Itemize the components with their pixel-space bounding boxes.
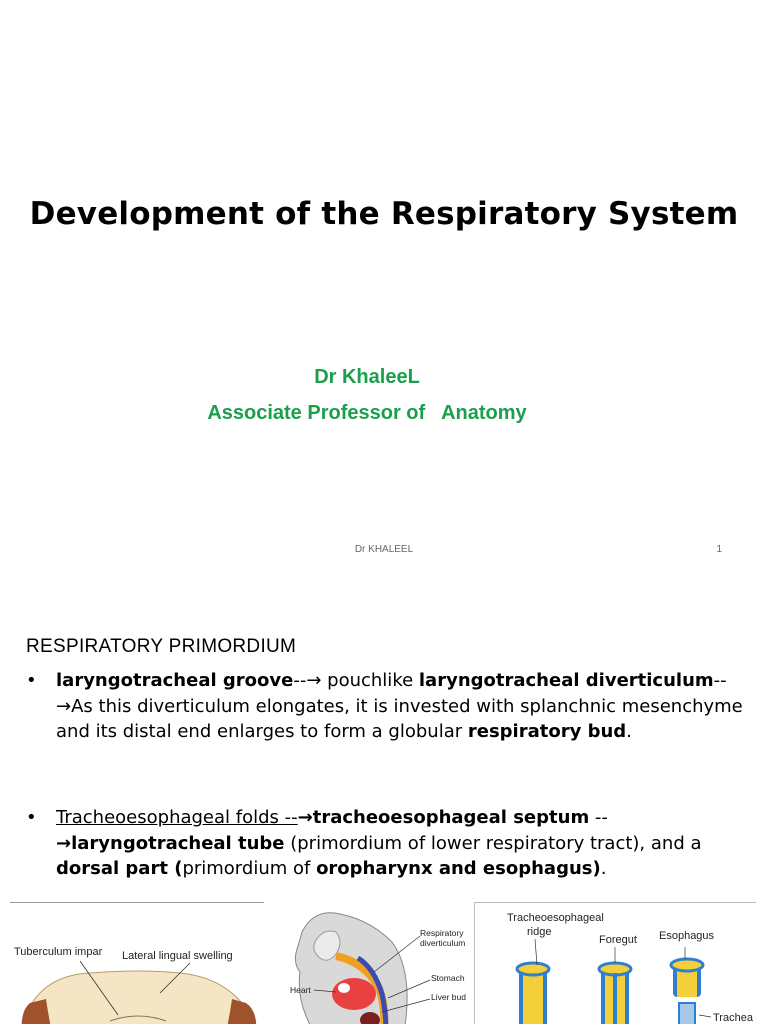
label-heart: Heart [290,985,311,995]
bullet-text: laryngotracheal groove--→ pouchlike laryngotracheal diverticulum--→As this diverticulum elongates, it is invested with splanchnic mesenchyme and its distal end enlarges to form a globular respiratory bud. [56,670,743,742]
label-liver-bud: Liver bud [431,992,466,1002]
author-name: Dr KhaleeL [314,366,420,388]
label-trachea: Trachea [713,1012,753,1024]
bullet-dot: • [26,807,37,828]
arrow-icon: → [56,832,72,854]
slide-footer: Dr KHALEEL [354,544,414,555]
label-respiratory: Respiratory [420,928,464,938]
label-esophagus: Esophagus [659,930,715,942]
bullet-tracheoesophageal-folds [26,805,756,882]
arrow-icon: → [297,807,313,828]
label-ridge: ridge [527,926,552,938]
label-tracheoesophageal: Tracheoesophageal [507,912,604,924]
author-role: Associate Professor of Anatomy [207,402,527,424]
label-foregut: Foregut [599,934,637,946]
bullet-dot: • [26,670,37,691]
arrow-icon: → [56,695,72,717]
bullet-laryngotracheal-groove [26,668,756,745]
figure-tracheoesophageal-separation [474,902,756,1024]
figure-tongue-development [10,902,264,1024]
label-diverticulum: diverticulum [420,938,466,948]
figure-embryo-diverticulum [274,902,474,1024]
page-number: 1 [716,544,722,555]
label-stomach: Stomach [431,973,465,983]
label-tuberculum-impar: Tuberculum impar [14,946,103,958]
arrow-icon: → [306,670,322,691]
content-slide [0,590,768,1024]
label-lateral-lingual-swelling: Lateral lingual swelling [122,950,233,962]
bullet-text: Tracheoesophageal folds --→tracheoesophageal septum --→laryngotracheal tube (primordium of lower respiratory tract), and a dorsal part (primordium of oropharynx and esophagus). [56,807,702,879]
section-heading: RESPIRATORY PRIMORDIUM [26,636,297,657]
slide-title: Development of the Respiratory System [29,196,739,232]
